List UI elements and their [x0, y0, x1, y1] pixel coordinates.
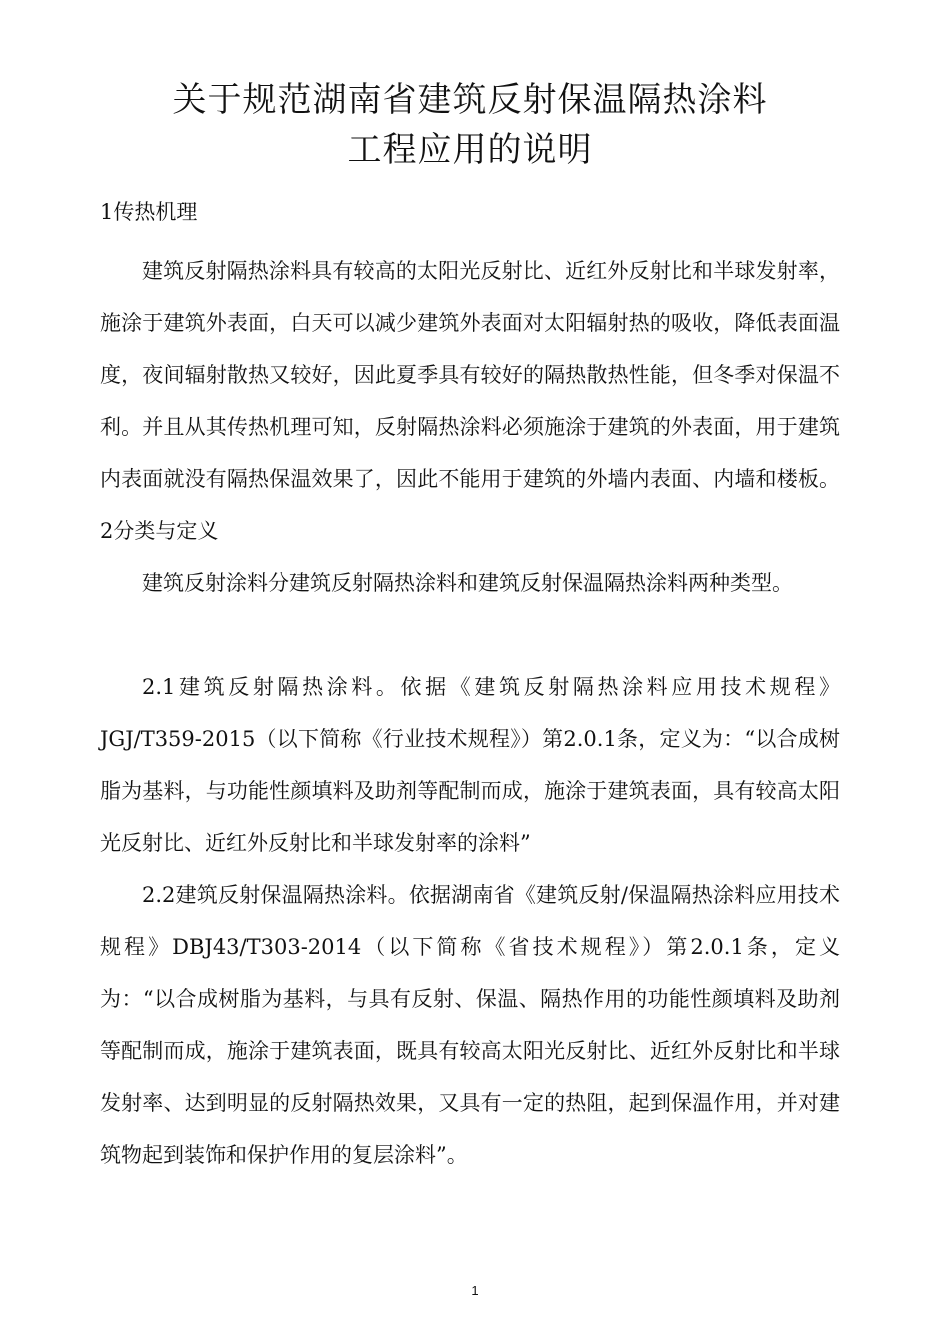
paragraph-heat-transfer	[100, 245, 840, 557]
paragraph-definition-2-1	[100, 661, 840, 869]
page-number: 1	[471, 1283, 479, 1298]
document-title-line-2: 工程应用的说明	[347, 130, 593, 170]
paragraph-coating-types	[100, 557, 840, 609]
section-heading: 1传热机理	[100, 200, 198, 224]
paragraph-text: 2.2建筑反射保温隔热涂料。依据湖南省《建筑反射/保温隔热涂料应用技术规程》DBJ43/T303-2014（以下简称《省技术规程》）第2.0.1条，定义为：“以合成树脂为基料，与具有反射、保温、隔热作用的功能性颜填料及助剂等配制而成，施涂于建筑表面，既具有较高太阳光反射比、近红外反射比和半球发射率、达到明显的反射隔热效果，又具有一定的热阻，起到保温作用，并对建筑物起到装饰和保护作用的复层涂料”。	[100, 883, 840, 1167]
paragraph-text: 2.1建筑反射隔热涂料。依据《建筑反射隔热涂料应用技术规程》JGJ/T359-2015（以下简称《行业技术规程》）第2.0.1条，定义为：“以合成树脂为基料，与功能性颜填料及助剂等配制而成，施涂于建筑表面，具有较高太阳光反射比、近红外反射比和半球发射率的涂料”	[100, 675, 840, 855]
document-title-line-1: 关于规范湖南省建筑反射保温隔热涂料	[172, 80, 768, 120]
paragraph-text: 建筑反射涂料分建筑反射隔热涂料和建筑反射保温隔热涂料两种类型。	[142, 571, 793, 595]
paragraph-definition-2-2	[100, 869, 840, 1181]
paragraph-text: 建筑反射隔热涂料具有较高的太阳光反射比、近红外反射比和半球发射率，施涂于建筑外表面，白天可以减少建筑外表面对太阳辐射热的吸收，降低表面温度，夜间辐射散热又较好，因此夏季具有较好的隔热散热性能，但冬季对保温不利。并且从其传热机理可知，反射隔热涂料必须施涂于建筑的外表面，用于建筑内表面就没有隔热保温效果了，因此不能用于建筑的外墙内表面、内墙和楼板。2分类与定义	[100, 259, 840, 543]
